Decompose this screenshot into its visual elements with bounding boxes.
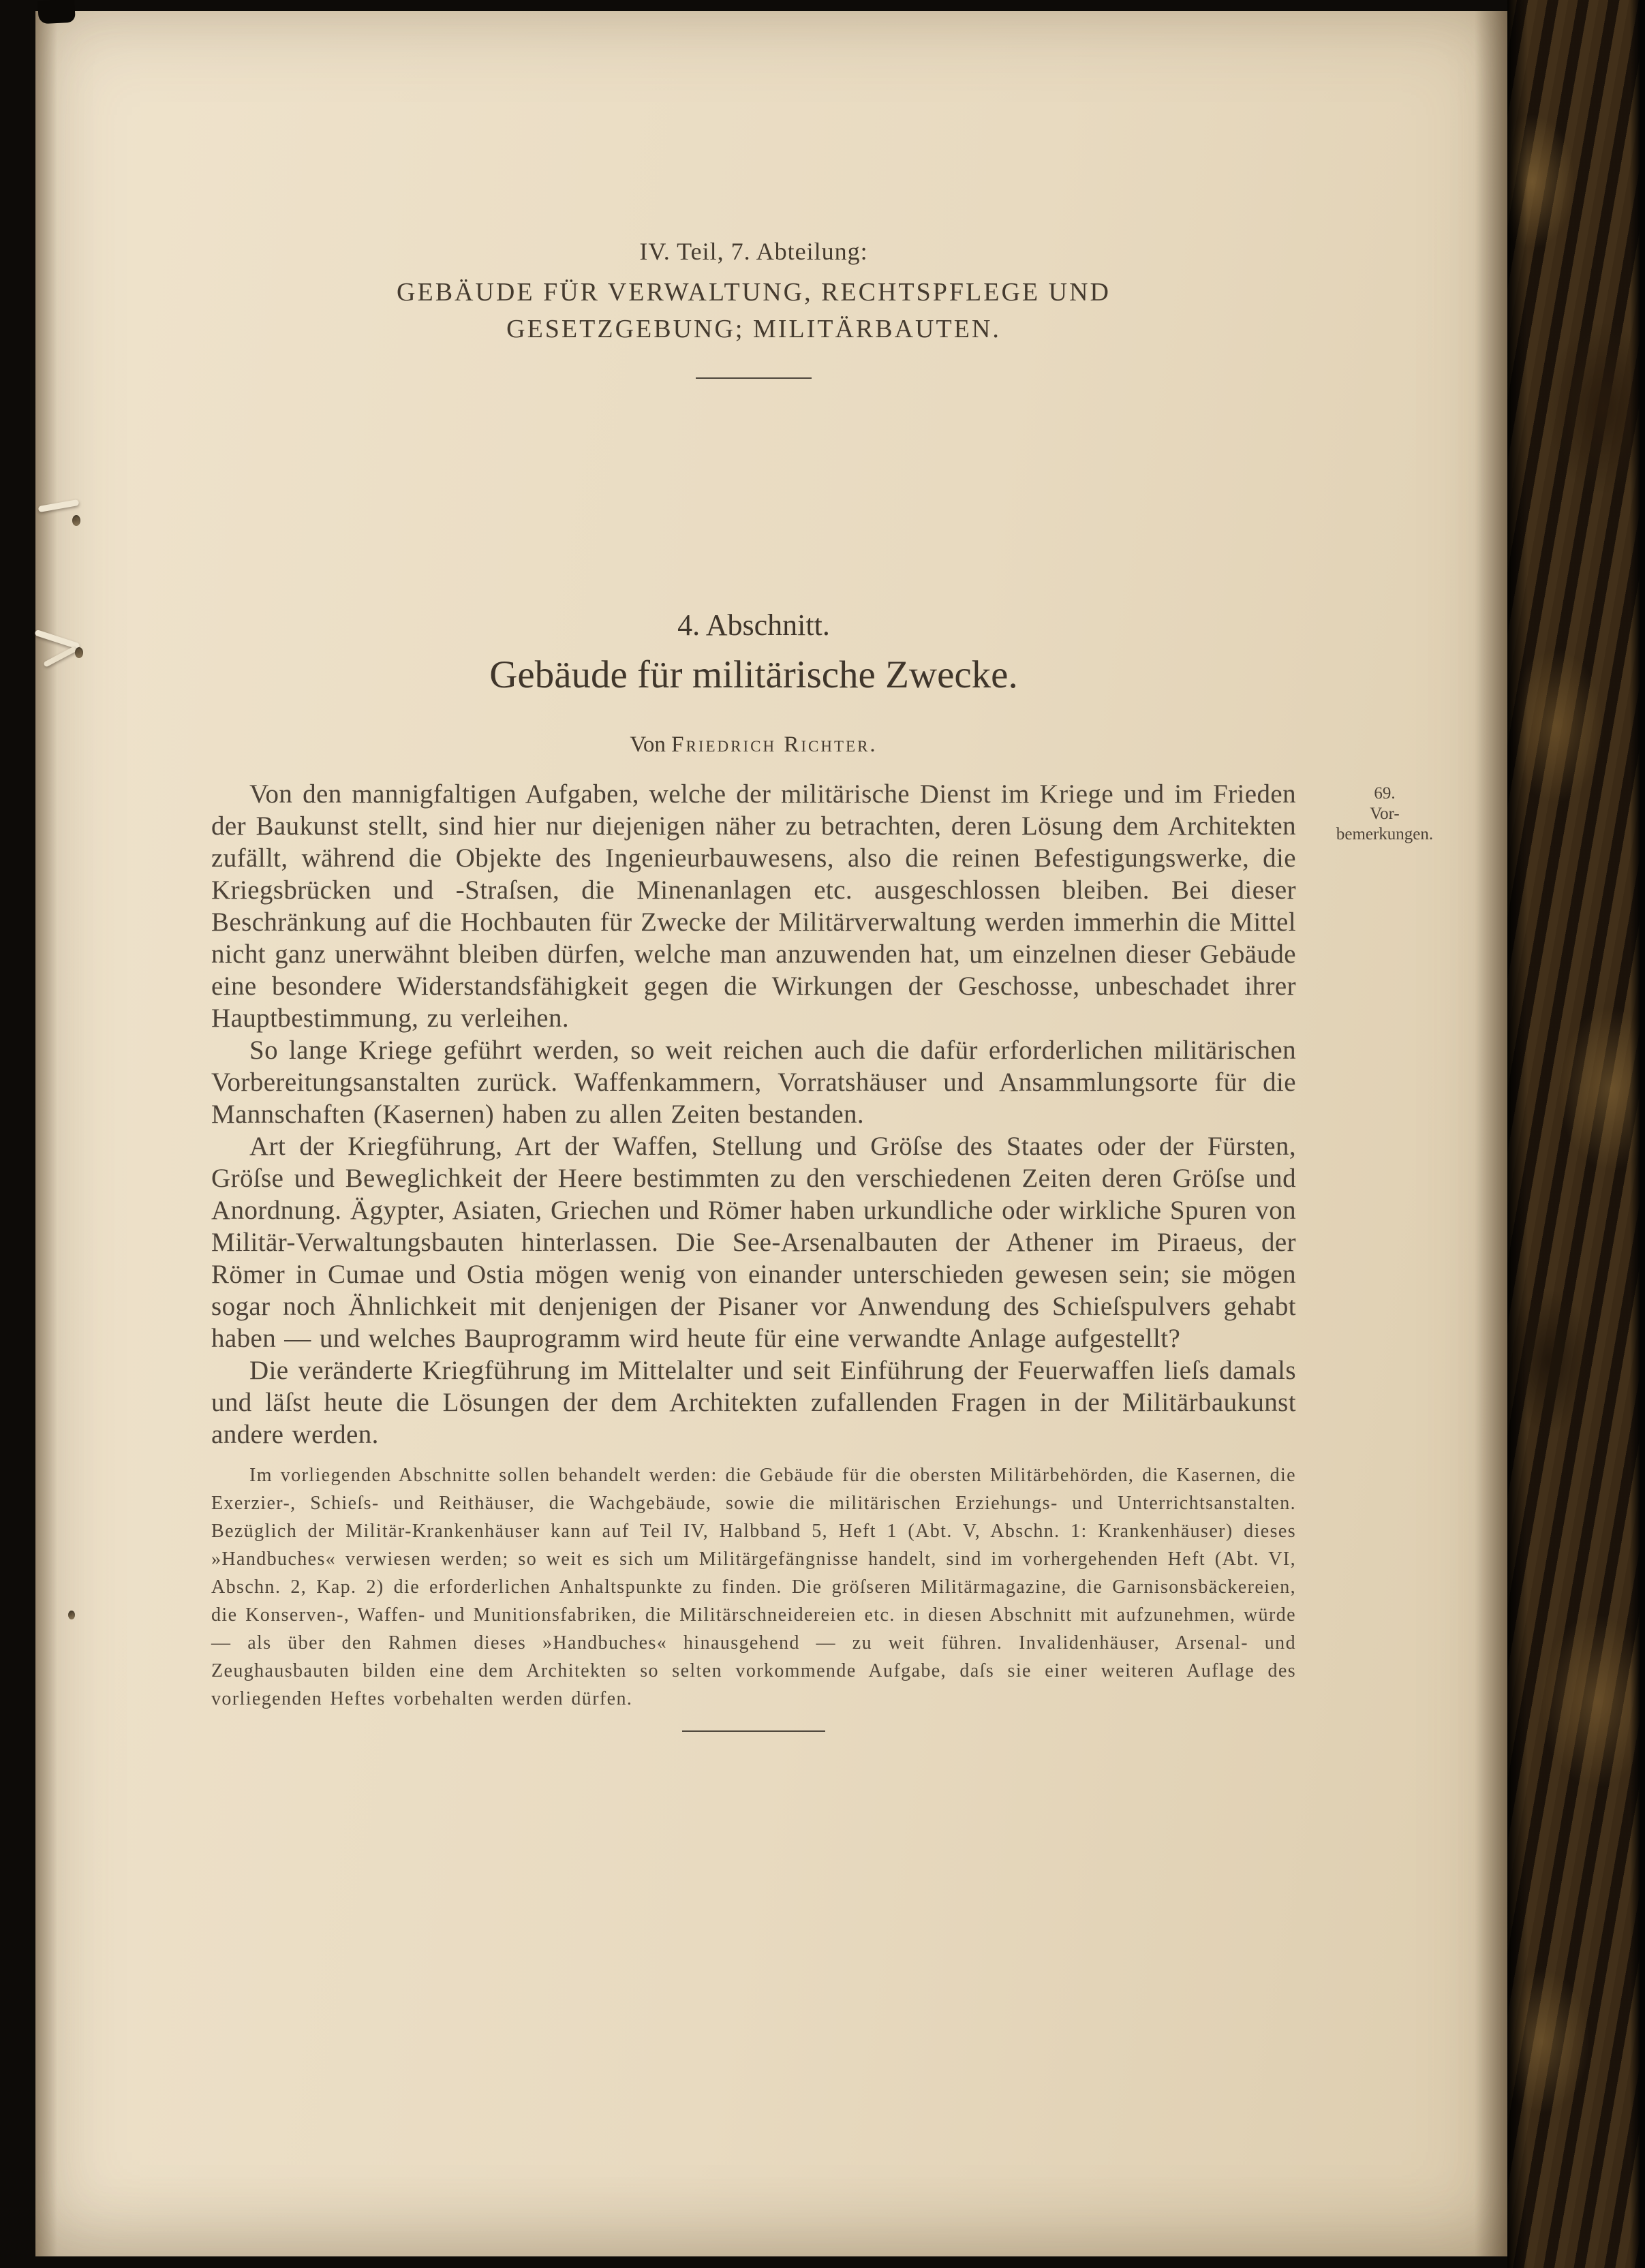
paper-page xyxy=(35,11,1507,2256)
margin-note-number: 69. xyxy=(1374,784,1396,803)
body-text xyxy=(211,778,1296,1732)
divider-rule-bottom xyxy=(682,1730,825,1732)
divider-rule-top xyxy=(696,377,812,379)
margin-note-word-2: bemerkungen. xyxy=(1336,825,1434,843)
margin-note xyxy=(1317,783,1453,845)
byline xyxy=(211,730,1296,759)
byline-prefix: Von xyxy=(630,732,672,757)
stitch-hole xyxy=(72,515,80,526)
paragraph-1: Von den mannigfaltigen Aufgaben, welche der militärische Dienst im Kriege und im Frieden der Baukunst stellt, sind hier nur diejenigen näher zu betrachten, deren Lösung dem Architekten zufällt, während die Objekte des Ingenieurbauwesens, also die reinen Befestigungswerke, die Kriegsbrücken und -Straſsen, die Minenanlagen etc. ausgeschlossen bleiben. Bei dieser Beschränkung auf die Hochbauten für Zwecke der Militärverwaltung werden immerhin die Mittel nicht ganz unerwähnt bleiben dürfen, welche man anzuwenden hat, um einzelnen dieser Gebäude eine besondere Widerstandsfähigkeit gegen die Wirkungen der Geschosse, unbeschadet ihrer Hauptbestimmung, zu verleihen. xyxy=(211,779,1296,1033)
section-number: 4. Abschnitt. xyxy=(677,608,830,642)
part-title-line-2: GESETZGEBUNG; MILITÄRBAUTEN. xyxy=(506,315,1001,343)
part-title-line-1: GEBÄUDE FÜR VERWALTUNG, RECHTSPFLEGE UND xyxy=(397,278,1111,307)
stitch-hole xyxy=(75,647,83,658)
part-number-line: IV. Teil, 7. Abteilung: xyxy=(639,238,868,265)
text-column xyxy=(211,236,1296,1732)
small-print-paragraph: Im vorliegenden Abschnitte sollen behandelt werden: die Gebäude für die obersten Militärbehörden, die Kasernen, die Exerzier-, Schieſs- und Reithäuser, die Wachgebäude, sowie die militärischen Erziehungs- und Unterrichtsanstalten. Bezüglich der Militär-Krankenhäuser kann auf Teil IV, Halbband 5, Heft 1 (Abt. V, Abschn. 1: Krankenhäuser) dieses »Handbuches« verwiesen werden; so weit es sich um Militärgefängnisse handelt, sind im vorhergehenden Heft (Abt. VI, Abschn. 2, Kap. 2) die erforderlichen Anhaltspunkte zu finden. Die gröſseren Militärmagazine, die Garnisonsbäckereien, die Konserven-, Waffen- und Munitionsfabriken, die Militärschneidereien etc. in diesen Abschnitt mit aufzunehmen, würde — als über den Rahmen dieses »Handbuches« hinausgehend — zu weit führen. Invalidenhäuser, Arsenal- und Zeughausbauten bilden eine dem Architekten so selten vorkommende Aufgabe, daſs sie einer weiteren Auflage des vorliegenden Heftes vorbehalten werden dürfen. xyxy=(211,1465,1296,1709)
sewing-thread xyxy=(43,646,77,667)
byline-author: Friedrich Richter. xyxy=(671,732,878,757)
paragraph-4: Die veränderte Kriegführung im Mittelalter und seit Einführung der Feuerwaffen lieſs damals und läſst heute die Lösungen der dem Architekten zufallenden Fragen in der Militärbaukunst andere werden. xyxy=(211,1356,1296,1449)
paragraph-3: Art der Kriegführung, Art der Waffen, Stellung und Gröſse des Staates oder der Fürsten, Gröſse und Beweglichkeit der Heere bestimmten zu den verschiedenen Zeiten deren Gröſse und Anordnung. Ägypter, Asiaten, Griechen und Römer haben urkundliche oder wirkliche Spuren von Militär-Verwaltungsbauten hinterlassen. Die See-Arsenalbauten der Athener im Piraeus, der Römer in Cumae und Ostia mögen wenig von einander unterschieden gewesen sein; sie mögen sogar noch Ähnlichkeit mit denjenigen der Pisaner vor Anwendung des Schieſspulvers gehabt haben — und welches Bauprogramm wird heute für eine verwandte Anlage aufgestellt? xyxy=(211,1132,1296,1353)
stitch-hole xyxy=(68,1611,75,1619)
binding-edge xyxy=(1630,0,1645,2268)
chapter-title: Gebäude für militärische Zwecke. xyxy=(489,653,1018,696)
book-binding xyxy=(1507,0,1645,2268)
part-header xyxy=(211,236,1296,379)
paragraph-2: So lange Kriege geführt werden, so weit reichen auch die dafür erforderlichen militärischen Vorbereitungsanstalten zurück. Waffenkammern, Vorratshäuser und Ansammlungsorte für die Mannschaften (Kasernen) haben zu allen Zeiten bestanden. xyxy=(211,1036,1296,1129)
sewing-thread xyxy=(38,499,80,512)
page-corner-shadow xyxy=(37,0,76,24)
margin-note-word-1: Vor- xyxy=(1370,805,1400,823)
